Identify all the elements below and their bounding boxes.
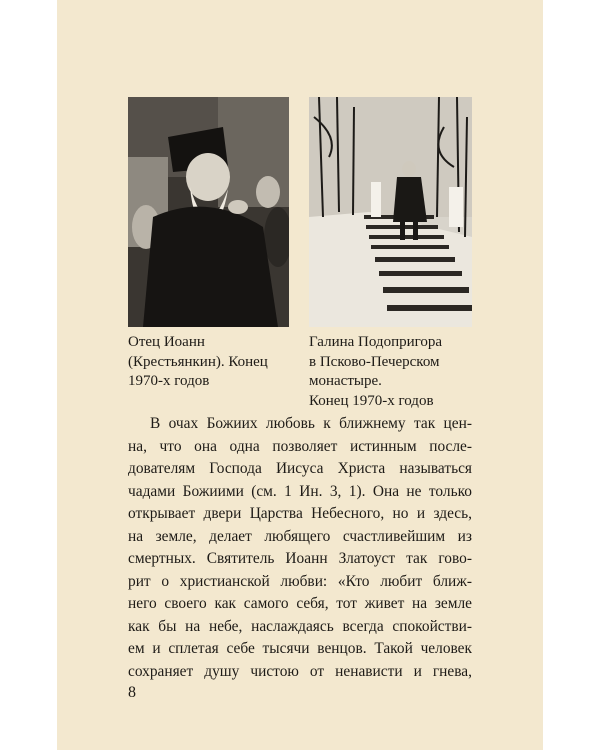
photo-galina-podoprigora [309,97,472,327]
photo-galina-podoprigora-image [309,97,472,327]
body-line: него своего как самого себя, тот живет на земле [128,595,472,612]
caption-galina-podoprigora: Галина Подопригора в Псково-Печерском монастыре. Конец 1970-х годов [309,334,443,409]
body-line: открывает двери Царства Небесного, но и здесь, [128,505,472,522]
page-number: 8 [128,684,136,701]
body-line: чадами Божиими (см. 1 Ин. 3, 1). Она не только [128,482,472,500]
body-line: смертных. Святитель Иоанн Златоуст так гово- [128,550,472,567]
body-line: рит о христианской любви: «Кто любит ближ- [128,572,472,590]
body-line: сохраняет душу чистою от ненависти и гнева, [128,662,472,680]
body-line: В очах Божиих любовь к ближнему так цен- [150,415,472,432]
photo-father-ioann [128,97,289,327]
body-line: ем и сплетая себе тысячи венцов. Такой человек [128,640,472,657]
body-line: на, что она одна позволяет истинным после- [128,437,472,455]
body-line: на земле, делает любящего счастливейшим из [128,527,472,545]
body-line: дователям Господа Иисуса Христа называться [128,460,472,477]
body-line: как бы на небе, наслаждаясь всегда спокойстви- [128,617,472,635]
body-paragraph [128,413,472,683]
book-page [57,0,543,750]
photo-father-ioann-image [128,97,289,327]
caption-father-ioann: Отец Иоанн (Крестьянкин). Конец 1970-х годов [128,334,268,389]
